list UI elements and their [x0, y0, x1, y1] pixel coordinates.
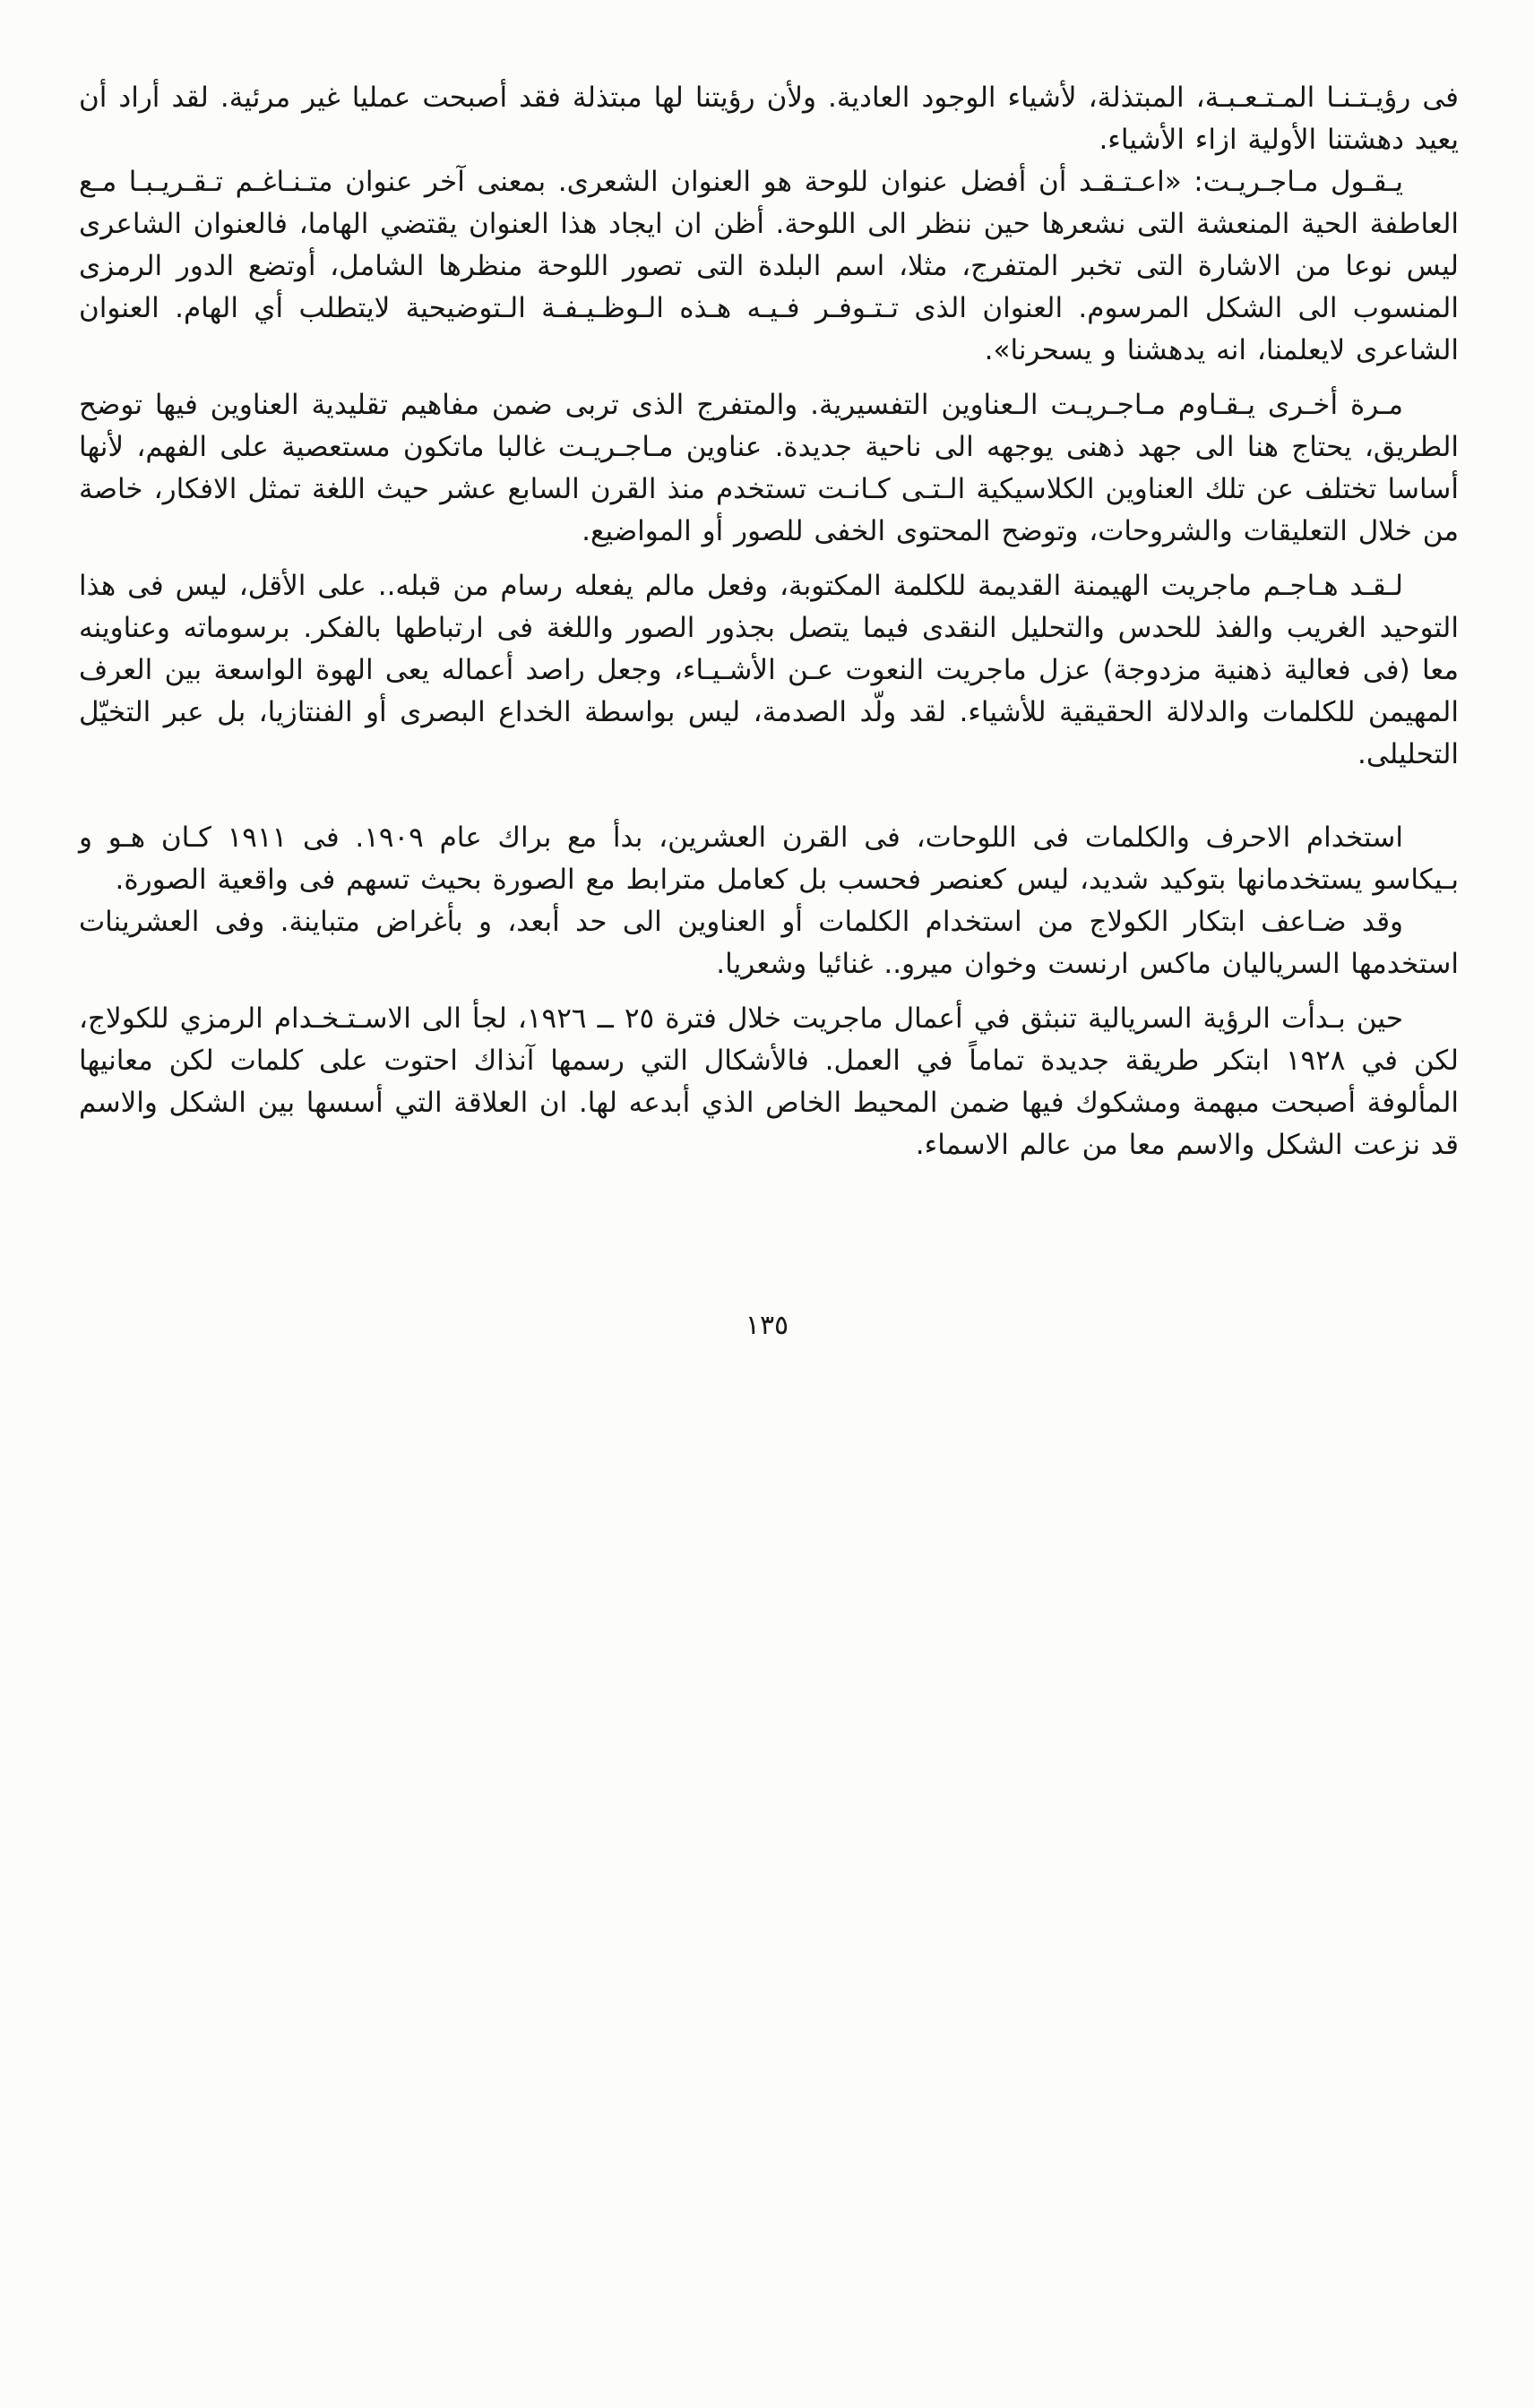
paragraph: لـقـد هـاجـم ماجريت الهيمنة القديمة للكلمة المكتوبة، وفعل مالم يفعله رسام من قبله.. على الأقل، ليس فى هذا التوحيد الغريب والفذ للحدس والتحليل النقدى فيما يتصل بجذور الصور واللغة فى ارتباطها بالفكر. برسوماته وعناوينه معا (فى فعالية ذهنية مزدوجة) عزل ماجريت النعوت عـن الأشـيـاء، وجعل راصد أعماله يعى الهوة الواسعة بين العرف المهيمن للكلمات والدلالة الحقيقية للأشياء. لقد ولّد الصدمة، ليس بواسطة الخداع البصرى أو الفنتازيا، بل عبر التخيّل التحليلى.: [79, 570, 1459, 770]
paragraph: حين بـدأت الرؤية السريالية تنبثق في أعمال ماجريت خلال فترة ٢٥ ــ ١٩٢٦، لجأ الى الاسـتـخـدام الرمزي للكولاج، لكن في ١٩٢٨ ابتكر طريقة جديدة تماماً في العمل. فالأشكال التي رسمها آنذاك احتوت على كلمات لكن معانيها المألوفة أصبحت مبهمة ومشكوك فيها ضمن المحيط الخاص الذي أبدعه لها. ان العلاقة التي أسسها بين الشكل والاسم قد نزعت الشكل والاسم معا من عالم الاسماء.: [79, 1002, 1459, 1161]
paragraph: يـقـول مـاجـريـت: «اعـتـقـد أن أفضل عنوان للوحة هو العنوان الشعرى. بمعنى آخر عنوان متـنـاغـم تـقـريـبـا مـع العاطفة الحية المنعشة التى نشعرها حين ننظر الى اللوحة. أظن ان ايجاد هذا العنوان يقتضي الهاما، فالعنوان الشاعرى ليس نوعا من الاشارة التى تخبر المتفرج، مثلا، اسم البلدة التى تصور اللوحة منظرها الشامل، أوتضع الدور الرمزى المنسوب الى الشكل المرسوم. العنوان الذى تـتـوفـر فـيـه هـذه الـوظـيـفـة الـتوضيحية لايتطلب أي الهام. العنوان الشاعرى لايعلمنا، انه يدهشنا و يسحرنا».: [79, 166, 1459, 366]
paragraph: وقد ضـاعف ابتكار الكولاج من استخدام الكلمات أو العناوين الى حد أبعد، و بأغراض متباينة. وفى العشرينات استخدمها السرياليان ماكس ارنست وخوان ميرو.. غنائيا وشعريا.: [79, 906, 1459, 980]
paragraph: فى رؤيـتـنـا المـتـعـبـة، المبتذلة، لأشياء الوجود العادية. ولأن رؤيتنا لها مبتذلة فقد أصبحت عمليا غير مرئية. لقد أراد أن يعيد دهشتنا الأولية ازاء الأشياء.: [79, 82, 1459, 156]
paragraph: استخدام الاحرف والكلمات فى اللوحات، فى القرن العشرين، بدأ مع براك عام ١٩٠٩. فى ١٩١١ كـان هـو و بـيكاسو يستخدمانها بتوكيد شديد، ليس كعنصر فحسب بل كعامل مترابط مع الصورة بحيث تسهم فى واقعية الصورة.: [79, 821, 1459, 896]
page-number: ١٣٥: [745, 1310, 789, 1341]
body-text: [79, 77, 1459, 1166]
paragraph: مـرة أخـرى يـقـاوم مـاجـريـت الـعناوين التفسيرية. والمتفرج الذى تربى ضمن مفاهيم تقليدية العناوين فيها توضح الطريق، يحتاج هنا الى جهد ذهنى يوجهه الى ناحية جديدة. عناوين مـاجـريـت غالبا ماتكون مستعصية على الفهم، لأنها أساسا تختلف عن تلك العناوين الكلاسيكية الـتـى كـانـت تستخدم منذ القرن السابع عشر حيث اللغة تمثل الافكار، خاصة من خلال التعليقات والشروحات، وتوضح المحتوى الخفى للصور أو المواضيع.: [79, 389, 1459, 547]
